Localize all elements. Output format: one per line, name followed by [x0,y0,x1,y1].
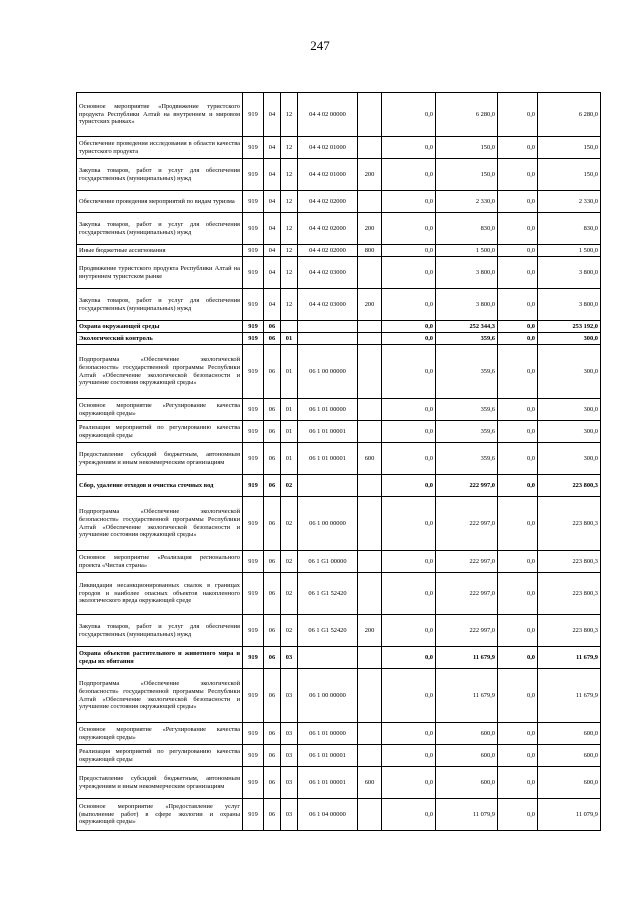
row-amount-3: 0,0 [498,745,538,767]
row-ministry-code: 919 [243,93,264,137]
row-amount-3: 0,0 [498,475,538,497]
row-amount-3: 0,0 [498,767,538,799]
row-name: Основное мероприятие «Регулирование качества окружающей среды» [77,723,243,745]
row-expense-type [358,257,382,289]
row-section-code: 04 [264,213,281,245]
row-amount-1: 0,0 [382,345,436,399]
row-amount-2: 11 679,9 [436,669,498,723]
row-ministry-code: 919 [243,321,264,333]
table-row [77,213,601,245]
row-amount-4: 3 800,0 [538,257,601,289]
row-subsection-code: 01 [281,345,298,399]
table-row [77,257,601,289]
row-amount-1: 0,0 [382,443,436,475]
row-subsection-code: 01 [281,333,298,345]
row-expense-type [358,669,382,723]
row-amount-4: 300,0 [538,421,601,443]
row-amount-1: 0,0 [382,669,436,723]
row-expense-type [358,399,382,421]
row-expense-type [358,497,382,551]
row-target-article: 06 1 01 00001 [298,443,358,475]
row-amount-3: 0,0 [498,573,538,615]
row-amount-1: 0,0 [382,723,436,745]
row-target-article: 04 4 02 02000 [298,191,358,213]
row-name: Основное мероприятие «Реализация регионального проекта «Чистая страна» [77,551,243,573]
row-amount-3: 0,0 [498,93,538,137]
row-expense-type [358,191,382,213]
row-expense-type: 800 [358,245,382,257]
row-amount-4: 223 800,3 [538,551,601,573]
row-section-code: 04 [264,159,281,191]
row-subsection-code: 12 [281,289,298,321]
row-ministry-code: 919 [243,191,264,213]
row-ministry-code: 919 [243,475,264,497]
row-amount-3: 0,0 [498,257,538,289]
budget-table [76,92,601,831]
row-ministry-code: 919 [243,745,264,767]
row-amount-2: 222 997,0 [436,551,498,573]
row-amount-3: 0,0 [498,551,538,573]
row-subsection-code: 12 [281,257,298,289]
row-subsection-code: 02 [281,573,298,615]
row-name: Обеспечение проведения мероприятий по видам туризма [77,191,243,213]
row-ministry-code: 919 [243,669,264,723]
row-amount-1: 0,0 [382,137,436,159]
row-section-code: 04 [264,245,281,257]
row-expense-type [358,723,382,745]
row-amount-2: 3 800,0 [436,257,498,289]
row-amount-4: 223 800,3 [538,615,601,647]
row-subsection-code: 03 [281,669,298,723]
row-amount-1: 0,0 [382,245,436,257]
row-section-code: 06 [264,799,281,831]
table-row [77,443,601,475]
row-amount-2: 252 344,3 [436,321,498,333]
row-section-code: 06 [264,647,281,669]
row-expense-type [358,421,382,443]
row-target-article [298,333,358,345]
row-amount-3: 0,0 [498,669,538,723]
row-name: Подпрограмма «Обеспечение экологической безопасности» государственной программы Республики Алтай «Обеспечение экологической безопасности и улучшение состояния окружающей среды» [77,345,243,399]
row-subsection-code: 03 [281,647,298,669]
row-amount-1: 0,0 [382,421,436,443]
row-target-article: 04 4 02 03000 [298,257,358,289]
row-amount-3: 0,0 [498,191,538,213]
row-ministry-code: 919 [243,497,264,551]
row-subsection-code: 03 [281,799,298,831]
row-subsection-code: 12 [281,245,298,257]
row-target-article: 04 4 02 03000 [298,289,358,321]
table-row [77,573,601,615]
row-target-article: 04 4 02 02000 [298,213,358,245]
row-amount-1: 0,0 [382,333,436,345]
row-subsection-code: 12 [281,93,298,137]
row-section-code: 04 [264,137,281,159]
row-amount-4: 300,0 [538,443,601,475]
row-subsection-code: 12 [281,213,298,245]
row-subsection-code: 12 [281,191,298,213]
row-amount-2: 11 079,9 [436,799,498,831]
row-amount-4: 223 800,3 [538,475,601,497]
row-expense-type [358,333,382,345]
row-section-code: 06 [264,615,281,647]
row-expense-type [358,573,382,615]
row-amount-4: 300,0 [538,345,601,399]
row-ministry-code: 919 [243,723,264,745]
row-name: Закупка товаров, работ и услуг для обеспечения государственных (муниципальных) нужд [77,289,243,321]
row-section-code: 04 [264,191,281,213]
row-expense-type [358,93,382,137]
row-section-code: 04 [264,257,281,289]
row-amount-3: 0,0 [498,321,538,333]
row-amount-3: 0,0 [498,615,538,647]
table-row [77,191,601,213]
row-ministry-code: 919 [243,333,264,345]
table-row [77,551,601,573]
row-section-code: 06 [264,345,281,399]
row-section-code: 06 [264,321,281,333]
row-amount-1: 0,0 [382,573,436,615]
row-amount-3: 0,0 [498,647,538,669]
row-amount-1: 0,0 [382,213,436,245]
row-amount-4: 830,0 [538,213,601,245]
row-ministry-code: 919 [243,345,264,399]
row-amount-3: 0,0 [498,245,538,257]
row-ministry-code: 919 [243,289,264,321]
row-amount-2: 359,6 [436,443,498,475]
row-target-article: 04 4 02 02000 [298,245,358,257]
row-amount-2: 11 679,9 [436,647,498,669]
table-row [77,767,601,799]
row-subsection-code: 12 [281,137,298,159]
row-name: Ликвидация несанкционированных свалок в границах городов и наиболее опасных объектов накопленного экологического вреда окружающей среде [77,573,243,615]
row-amount-1: 0,0 [382,289,436,321]
row-subsection-code: 01 [281,399,298,421]
table-row [77,475,601,497]
row-subsection-code: 12 [281,159,298,191]
row-subsection-code: 03 [281,745,298,767]
row-expense-type [358,137,382,159]
row-amount-4: 150,0 [538,137,601,159]
table-row [77,615,601,647]
row-section-code: 06 [264,475,281,497]
row-target-article: 06 1 00 00000 [298,497,358,551]
row-amount-1: 0,0 [382,745,436,767]
table-row [77,799,601,831]
row-amount-2: 222 997,0 [436,615,498,647]
row-target-article: 06 1 G1 52420 [298,573,358,615]
row-section-code: 06 [264,669,281,723]
row-target-article: 06 1 01 00000 [298,399,358,421]
table-row [77,245,601,257]
row-amount-1: 0,0 [382,93,436,137]
row-ministry-code: 919 [243,767,264,799]
row-amount-2: 6 280,0 [436,93,498,137]
row-amount-3: 0,0 [498,799,538,831]
row-section-code: 06 [264,573,281,615]
row-name: Предоставление субсидий бюджетным, автономным учреждениям и иным некоммерческим организациям [77,767,243,799]
row-section-code: 06 [264,745,281,767]
row-name: Предоставление субсидий бюджетным, автономным учреждениям и иным некоммерческим организациям [77,443,243,475]
row-target-article [298,475,358,497]
row-amount-2: 150,0 [436,159,498,191]
row-amount-4: 300,0 [538,399,601,421]
row-subsection-code: 01 [281,421,298,443]
row-section-code: 06 [264,767,281,799]
row-target-article: 06 1 01 00001 [298,421,358,443]
row-amount-3: 0,0 [498,333,538,345]
table-row [77,399,601,421]
row-amount-2: 359,6 [436,333,498,345]
row-amount-1: 0,0 [382,551,436,573]
row-amount-2: 222 997,0 [436,475,498,497]
row-amount-3: 0,0 [498,723,538,745]
row-name: Подпрограмма «Обеспечение экологической безопасности» государственной программы Республики Алтай «Обеспечение экологической безопасности и улучшение состояния окружающей среды» [77,669,243,723]
row-name: Закупка товаров, работ и услуг для обеспечения государственных (муниципальных) нужд [77,615,243,647]
row-subsection-code: 02 [281,475,298,497]
row-amount-3: 0,0 [498,159,538,191]
row-amount-3: 0,0 [498,421,538,443]
row-amount-4: 3 800,0 [538,289,601,321]
row-name: Закупка товаров, работ и услуг для обеспечения государственных (муниципальных) нужд [77,159,243,191]
row-amount-1: 0,0 [382,191,436,213]
row-ministry-code: 919 [243,245,264,257]
row-amount-4: 11 679,9 [538,669,601,723]
row-expense-type: 600 [358,443,382,475]
row-name: Сбор, удаление отходов и очистка сточных вод [77,475,243,497]
row-amount-3: 0,0 [498,213,538,245]
row-subsection-code: 02 [281,615,298,647]
row-amount-2: 222 997,0 [436,497,498,551]
row-amount-2: 3 800,0 [436,289,498,321]
row-target-article [298,647,358,669]
row-ministry-code: 919 [243,799,264,831]
row-target-article: 04 4 02 01000 [298,137,358,159]
table-body [77,93,601,831]
table-row [77,647,601,669]
row-amount-2: 2 330,0 [436,191,498,213]
row-amount-1: 0,0 [382,159,436,191]
row-section-code: 06 [264,443,281,475]
row-amount-2: 600,0 [436,745,498,767]
table-row [77,745,601,767]
row-subsection-code: 03 [281,723,298,745]
row-section-code: 06 [264,551,281,573]
row-name: Обеспечение проведения исследования в области качества туристского продукта [77,137,243,159]
row-amount-3: 0,0 [498,443,538,475]
row-ministry-code: 919 [243,257,264,289]
row-expense-type: 200 [358,289,382,321]
row-expense-type: 200 [358,159,382,191]
row-target-article: 06 1 01 00000 [298,723,358,745]
row-section-code: 06 [264,399,281,421]
row-target-article: 06 1 00 00000 [298,669,358,723]
row-amount-2: 150,0 [436,137,498,159]
row-ministry-code: 919 [243,443,264,475]
row-expense-type [358,647,382,669]
row-amount-4: 150,0 [538,159,601,191]
row-amount-4: 600,0 [538,767,601,799]
row-subsection-code [281,321,298,333]
row-expense-type: 200 [358,213,382,245]
row-section-code: 06 [264,723,281,745]
row-section-code: 06 [264,333,281,345]
row-target-article: 06 1 01 00001 [298,767,358,799]
row-amount-1: 0,0 [382,257,436,289]
row-amount-4: 223 800,3 [538,497,601,551]
table-row [77,421,601,443]
row-section-code: 06 [264,497,281,551]
row-amount-4: 2 330,0 [538,191,601,213]
row-amount-1: 0,0 [382,399,436,421]
row-amount-1: 0,0 [382,799,436,831]
row-amount-4: 300,0 [538,333,601,345]
row-name: Экологический контроль [77,333,243,345]
row-ministry-code: 919 [243,615,264,647]
row-name: Основное мероприятие «Продвижение туристского продукта Республики Алтай на внутреннем и мировом туристских рынках» [77,93,243,137]
table-row [77,333,601,345]
row-amount-2: 600,0 [436,723,498,745]
row-amount-3: 0,0 [498,345,538,399]
row-amount-2: 600,0 [436,767,498,799]
table-row [77,345,601,399]
row-amount-1: 0,0 [382,767,436,799]
row-amount-2: 222 997,0 [436,573,498,615]
row-amount-4: 600,0 [538,723,601,745]
row-expense-type [358,745,382,767]
row-section-code: 04 [264,93,281,137]
row-amount-4: 600,0 [538,745,601,767]
row-name: Охрана окружающей среды [77,321,243,333]
row-amount-3: 0,0 [498,399,538,421]
table-row [77,497,601,551]
table-row [77,289,601,321]
row-target-article: 06 1 01 00001 [298,745,358,767]
row-subsection-code: 02 [281,497,298,551]
row-ministry-code: 919 [243,399,264,421]
row-ministry-code: 919 [243,421,264,443]
table-row [77,93,601,137]
row-section-code: 06 [264,421,281,443]
row-name: Подпрограмма «Обеспечение экологической безопасности» государственной программы Республики Алтай «Обеспечение экологической безопасности и улучшение состояния окружающей среды» [77,497,243,551]
row-subsection-code: 01 [281,443,298,475]
row-amount-4: 11 679,9 [538,647,601,669]
row-amount-1: 0,0 [382,497,436,551]
row-amount-4: 11 079,9 [538,799,601,831]
row-expense-type [358,321,382,333]
row-name: Основное мероприятие «Регулирование качества окружающей среды» [77,399,243,421]
row-expense-type: 200 [358,615,382,647]
page-number: 247 [310,38,330,53]
row-subsection-code: 03 [281,767,298,799]
row-ministry-code: 919 [243,159,264,191]
row-ministry-code: 919 [243,551,264,573]
row-amount-4: 223 800,3 [538,573,601,615]
row-name: Основное мероприятие «Предоставление услуг (выполнение работ) в сфере экологии и охраны окружающей среды» [77,799,243,831]
row-name: Реализация мероприятий по регулированию качества окружающей среды [77,745,243,767]
row-target-article: 06 1 G1 52420 [298,615,358,647]
row-amount-2: 359,6 [436,345,498,399]
row-ministry-code: 919 [243,213,264,245]
table-row [77,723,601,745]
row-name: Иные бюджетные ассигнования [77,245,243,257]
table-row [77,321,601,333]
row-target-article: 06 1 00 00000 [298,345,358,399]
row-amount-2: 359,6 [436,421,498,443]
row-amount-2: 359,6 [436,399,498,421]
row-amount-1: 0,0 [382,615,436,647]
row-name: Закупка товаров, работ и услуг для обеспечения государственных (муниципальных) нужд [77,213,243,245]
row-subsection-code: 02 [281,551,298,573]
row-target-article: 04 4 02 00000 [298,93,358,137]
row-amount-4: 253 192,0 [538,321,601,333]
table-row [77,137,601,159]
row-target-article [298,321,358,333]
table-row [77,159,601,191]
row-amount-2: 830,0 [436,213,498,245]
row-amount-1: 0,0 [382,475,436,497]
row-expense-type [358,799,382,831]
row-ministry-code: 919 [243,137,264,159]
row-target-article: 06 1 04 00000 [298,799,358,831]
row-name: Продвижение туристского продукта Республики Алтай на внутреннем туристском рынке [77,257,243,289]
row-amount-3: 0,0 [498,137,538,159]
row-name: Реализация мероприятий по регулированию качества окружающей среды [77,421,243,443]
row-amount-1: 0,0 [382,647,436,669]
row-amount-3: 0,0 [498,289,538,321]
row-target-article: 04 4 02 01000 [298,159,358,191]
row-name: Охрана объектов растительного и животного мира и среды их обитания [77,647,243,669]
row-target-article: 06 1 G1 00000 [298,551,358,573]
row-expense-type [358,551,382,573]
row-section-code: 04 [264,289,281,321]
row-expense-type [358,345,382,399]
row-expense-type [358,475,382,497]
row-ministry-code: 919 [243,647,264,669]
row-amount-3: 0,0 [498,497,538,551]
row-amount-4: 6 280,0 [538,93,601,137]
row-amount-4: 1 500,0 [538,245,601,257]
table-row [77,669,601,723]
row-expense-type: 600 [358,767,382,799]
row-amount-2: 1 500,0 [436,245,498,257]
row-amount-1: 0,0 [382,321,436,333]
row-ministry-code: 919 [243,573,264,615]
